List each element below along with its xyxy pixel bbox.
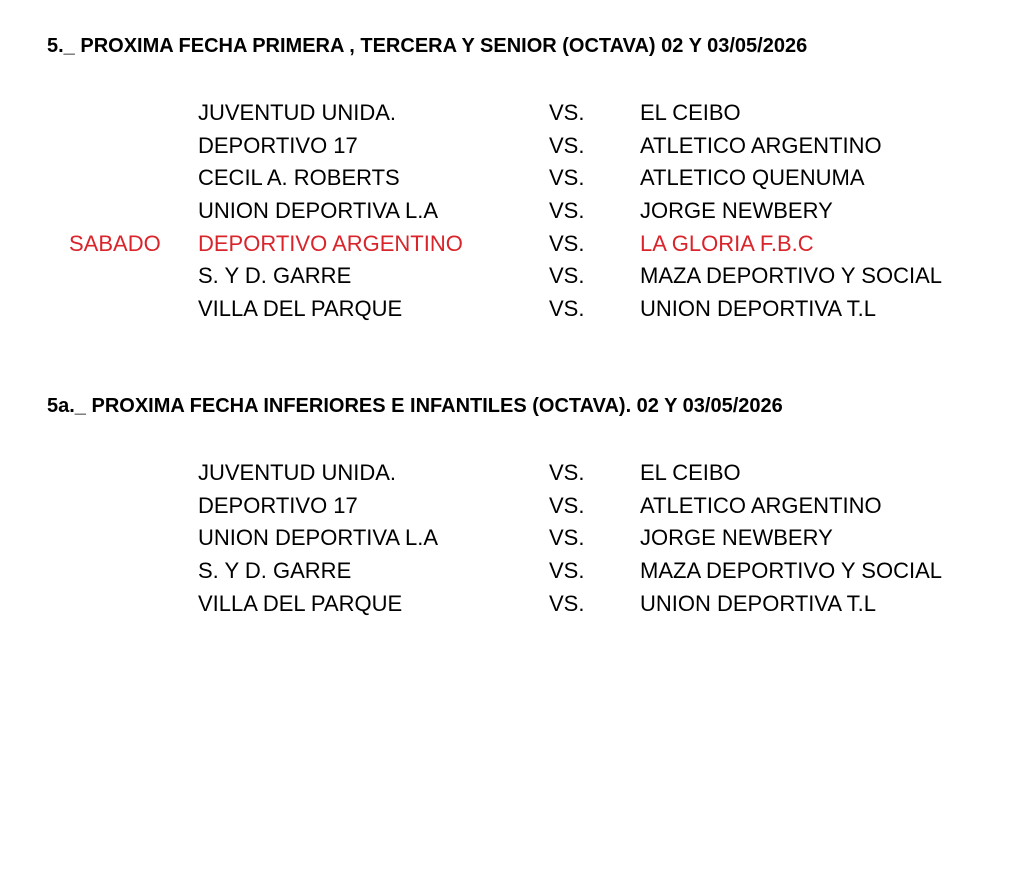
home-team: VILLA DEL PARQUE: [198, 590, 403, 616]
away-team: ATLETICO ARGENTINO: [640, 492, 882, 518]
fixture-list-primera: [0, 97, 1024, 326]
home-team: DEPORTIVO 17: [198, 492, 358, 518]
fixture-row: [0, 195, 1024, 228]
away-team: ATLETICO ARGENTINO: [640, 132, 882, 158]
home-team: VILLA DEL PARQUE: [198, 296, 403, 322]
home-team: DEPORTIVO ARGENTINO: [198, 230, 463, 256]
versus-label: VS.: [549, 165, 585, 191]
versus-label: VS.: [549, 296, 585, 322]
home-team: UNION DEPORTIVA L.A: [198, 198, 439, 224]
home-team: DEPORTIVO 17: [198, 132, 358, 158]
versus-label: VS.: [549, 558, 585, 584]
section-heading-inferiores: 5a._ PROXIMA FECHA INFERIORES E INFANTILES (OCTAVA). 02 Y 03/05/2026: [47, 395, 783, 417]
versus-label: VS.: [549, 100, 585, 125]
away-team: LA GLORIA F.B.C: [640, 230, 814, 256]
away-team: EL CEIBO: [640, 100, 741, 125]
fixture-row: [0, 555, 1024, 588]
fixture-row: [0, 490, 1024, 523]
home-team: S. Y D. GARRE: [198, 263, 352, 289]
away-team: MAZA DEPORTIVO Y SOCIAL: [640, 263, 942, 289]
fixture-row-highlighted: [0, 228, 1024, 261]
versus-label: VS.: [549, 198, 585, 224]
fixture-row: [0, 522, 1024, 555]
fixture-row: [0, 162, 1024, 195]
home-team: UNION DEPORTIVA L.A: [198, 525, 439, 551]
fixture-row: [0, 457, 1024, 490]
versus-label: VS.: [549, 460, 585, 485]
away-team: ATLETICO QUENUMA: [640, 165, 865, 191]
home-team: CECIL A. ROBERTS: [198, 165, 400, 191]
versus-label: VS.: [549, 590, 585, 616]
versus-label: VS.: [549, 492, 585, 518]
away-team: UNION DEPORTIVA T.L: [640, 296, 876, 322]
fixture-row: [0, 97, 1024, 130]
fixture-day: SABADO: [69, 230, 161, 256]
versus-label: VS.: [549, 132, 585, 158]
home-team: S. Y D. GARRE: [198, 558, 352, 584]
away-team: JORGE NEWBERY: [640, 525, 833, 551]
versus-label: VS.: [549, 263, 585, 289]
versus-label: VS.: [549, 230, 585, 256]
away-team: MAZA DEPORTIVO Y SOCIAL: [640, 558, 942, 584]
versus-label: VS.: [549, 525, 585, 551]
away-team: UNION DEPORTIVA T.L: [640, 590, 876, 616]
section-heading-primera: 5._ PROXIMA FECHA PRIMERA , TERCERA Y SENIOR (OCTAVA) 02 Y 03/05/2026: [47, 35, 808, 57]
fixture-row: [0, 130, 1024, 163]
fixture-row: [0, 588, 1024, 621]
fixture-row: [0, 293, 1024, 326]
fixture-list-inferiores: [0, 457, 1024, 620]
away-team: JORGE NEWBERY: [640, 198, 833, 224]
away-team: EL CEIBO: [640, 460, 741, 485]
home-team: JUVENTUD UNIDA.: [198, 100, 397, 125]
home-team: JUVENTUD UNIDA.: [198, 460, 397, 485]
fixture-row: [0, 260, 1024, 293]
